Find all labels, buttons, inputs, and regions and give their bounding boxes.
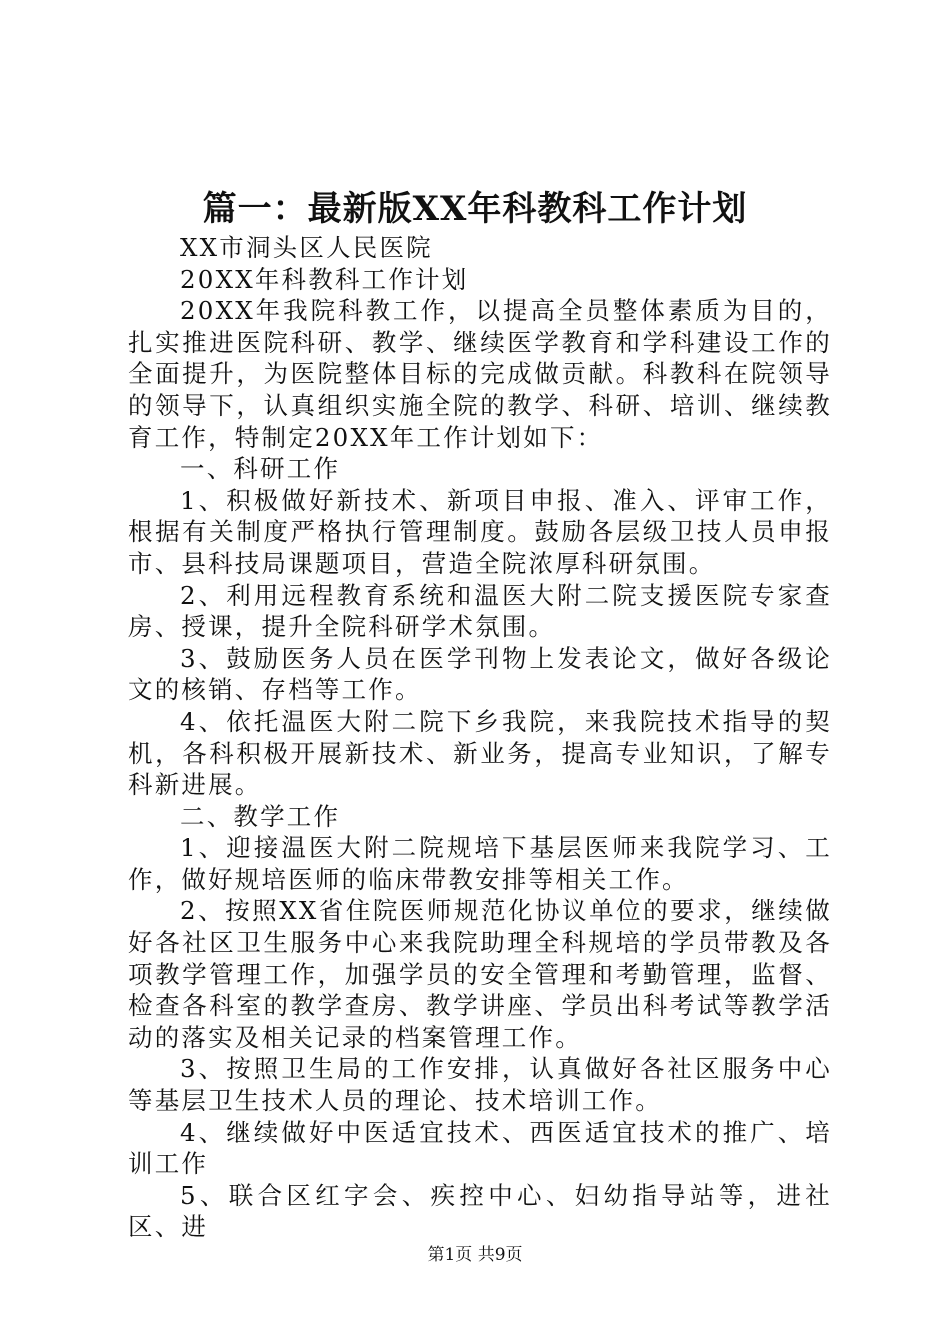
- paragraph-hospital-name: XX市洞头区人民医院: [180, 233, 433, 262]
- section-heading-research: 一、科研工作: [180, 454, 341, 484]
- paragraph-research-1: 1、积极做好新技术、新项目申报、准入、评审工作，根据有关制度严格执行管理制度。鼓励各层级卫技人员申报市、县科技局课题项目，营造全院浓厚科研氛围。: [128, 485, 832, 578]
- document-body: [128, 232, 832, 1243]
- paragraph-research-3: 3、鼓励医务人员在医学刊物上发表论文，做好各级论文的核销、存档等工作。: [128, 643, 832, 705]
- section-heading-teaching: 二、教学工作: [180, 801, 341, 831]
- page-number: 第1页 共9页: [427, 1245, 523, 1265]
- paragraph-teaching-3: 3、按照卫生局的工作安排，认真做好各社区服务中心等基层卫生技术人员的理论、技术培训工作。: [128, 1054, 832, 1116]
- paragraph-intro: 20XX年我院科教工作，以提高全员整体素质为目的，扎实推进医院科研、教学、继续医学教育和学科建设工作的全面提升，为医院整体目标的完成做贡献。科教科在院领导的领导下，认真组织实施全院的教学、科研、培训、继续教育工作，特制定20XX年工作计划如下：: [128, 296, 832, 452]
- paragraph-research-2: 2、利用远程教育系统和温医大附二院支援医院专家查房、授课，提升全院科研学术氛围。: [128, 580, 832, 642]
- paragraph-plan-title: 20XX年科教科工作计划: [180, 264, 469, 294]
- paragraph-teaching-1: 1、迎接温医大附二院规培下基层医师来我院学习、工作，做好规培医师的临床带教安排等相关工作。: [128, 833, 832, 894]
- paragraph-research-4: 4、依托温医大附二院下乡我院，来我院技术指导的契机，各科积极开展新技术、新业务，提高专业知识，了解专科新进展。: [128, 706, 832, 800]
- paragraph-teaching-2: 2、按照XX省住院医师规范化协议单位的要求，继续做好各社区卫生服务中心来我院助理全科规培的学员带教及各项教学管理工作，加强学员的安全管理和考勤管理，监督、检查各科室的教学查房、教学讲座、学员出科考试等教学活动的落实及相关记录的档案管理工作。: [128, 896, 832, 1052]
- paragraph-teaching-4: 4、继续做好中医适宜技术、西医适宜技术的推广、培训工作: [128, 1117, 832, 1179]
- document-title: 篇一：最新版XX年科教科工作计划: [202, 189, 748, 229]
- paragraph-teaching-5: 5、联合区红字会、疾控中心、妇幼指导站等，进社区、进: [128, 1180, 832, 1242]
